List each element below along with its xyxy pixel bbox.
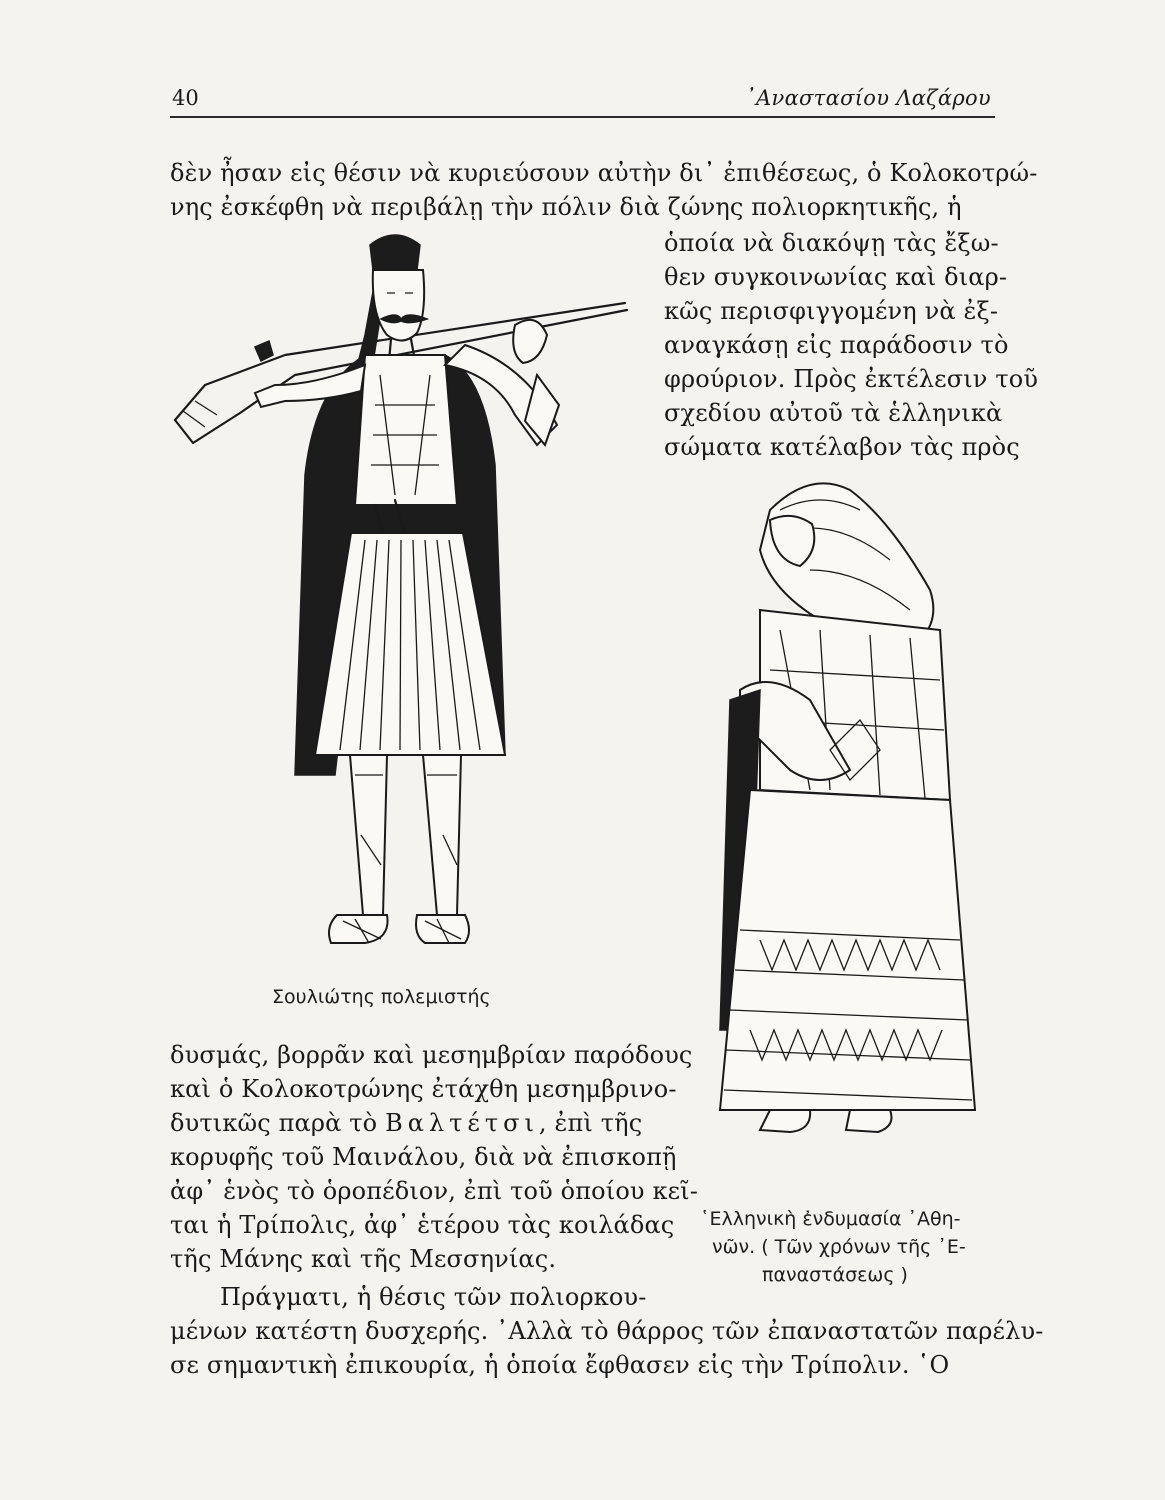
page-number: 40 [172, 86, 199, 110]
text-line: τῆς Μάνης καὶ τῆς Μεσσηνίας. [170, 1245, 557, 1273]
text-line: σε σημαντικὴ ἐπικουρία, ἡ ὁποία ἔφθασεν εἰς τὴν Τρίπολιν. ῾Ο [170, 1351, 950, 1379]
text-line: σώματα κατέλαβον τὰς πρὸς [664, 433, 1020, 461]
text-line: ὁποία νὰ διακόψῃ τὰς ἔξω- [664, 229, 999, 257]
text-line: θεν συγκοινωνίας καὶ διαρ- [664, 263, 1008, 291]
soulioti-warrior-illustration [165, 215, 635, 985]
text-line: δυσμάς, βορρᾶν καὶ μεσημβρίαν παρόδους [170, 1041, 693, 1069]
running-head: ᾿Αναστασίου Λαζάρου [745, 86, 991, 110]
page-header [170, 86, 995, 118]
text-line: ἀφ᾿ ἑνὸς τὸ ὁροπέδιον, ἐπὶ τοῦ ὁποίου κεῖ- [170, 1177, 698, 1205]
text-segment: δυτικῶς παρὰ τὸ [170, 1109, 378, 1137]
athenian-costume-illustration [700, 470, 1000, 1190]
text-segment: , ἐπὶ τῆς [538, 1109, 643, 1137]
text-line: αναγκάσῃ εἰς παράδοσιν τὸ [664, 331, 1009, 359]
woman-caption-line: ῾Ελληνικὴ ἐνδυμασία ᾿Αθη- [700, 1208, 961, 1230]
text-line: νης ἐσκέφθη νὰ περιβάλῃ τὴν πόλιν διὰ ζώνης πολιορκητικῆς, ἡ [170, 193, 962, 221]
text-line: σχεδίου αὐτοῦ τὰ ἑλληνικὰ [664, 399, 1003, 427]
woman-caption-line: νῶν. ( Τῶν χρόνων τῆς ᾿Ε- [712, 1236, 966, 1258]
text-line: Πράγματι, ἡ θέσις τῶν πολιορκου- [220, 1283, 647, 1311]
text-line: ται ἡ Τρίπολις, ἀφ᾿ ἑτέρου τὰς κοιλάδας [170, 1211, 675, 1239]
text-line: κορυφῆς τοῦ Μαινάλου, διὰ νὰ ἐπισκοπῇ [170, 1143, 677, 1171]
text-line-with-spaced-word [170, 1108, 642, 1138]
soldier-caption: Σουλιώτης πολεμιστής [272, 986, 491, 1008]
text-line: κῶς περισφιγγομένη νὰ ἐξ- [664, 297, 999, 325]
woman-caption-line: παναστάσεως ) [762, 1264, 908, 1286]
place-name-spaced: Βαλτέτσι [385, 1109, 539, 1137]
text-line: δὲν ἦσαν εἰς θέσιν νὰ κυριεύσουν αὐτὴν δι᾿ ἐπιθέσεως, ὁ Κολοκοτρώ- [170, 159, 1038, 187]
text-line: μένων κατέστη δυσχερής. ᾿Αλλὰ τὸ θάρρος τῶν ἐπαναστατῶν παρέλυ- [170, 1317, 1044, 1345]
text-line: φρούριον. Πρὸς ἐκτέλεσιν τοῦ [664, 365, 1039, 393]
text-line: καὶ ὁ Κολοκοτρώνης ἐτάχθη μεσημβρινο- [170, 1075, 677, 1103]
